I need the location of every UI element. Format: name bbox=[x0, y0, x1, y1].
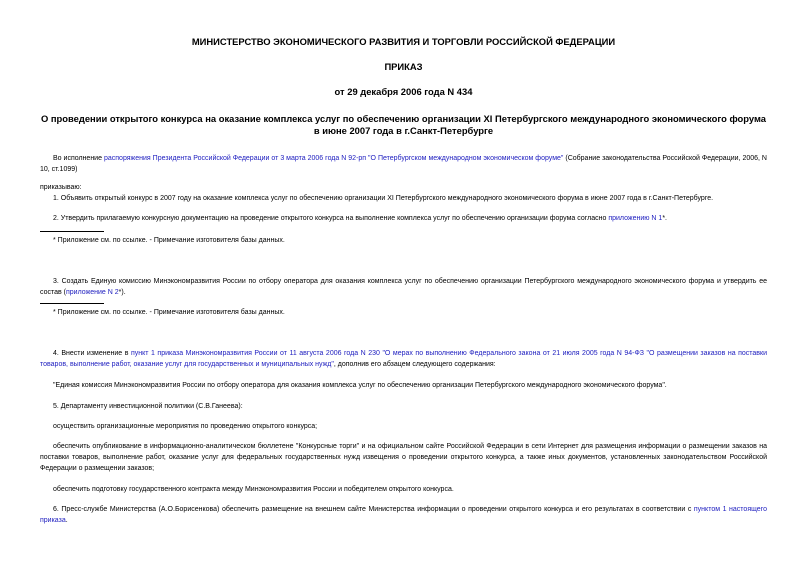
footnote-2: * Приложение см. по ссылке. - Примечание изготовителя базы данных. bbox=[53, 309, 285, 316]
appendix-1-link[interactable]: приложению N 1 bbox=[608, 215, 663, 222]
item-5-a: осуществить организационные мероприятия по проведению открытого конкурса; bbox=[53, 423, 318, 430]
item-4-quote: "Единая комиссия Минэкономразвития России по отбору оператора для оказания комплекса услуг по обеспечению организации Петербургского международного экономического форума". bbox=[53, 382, 667, 389]
footnote-1: * Приложение см. по ссылке. - Примечание изготовителя базы данных. bbox=[53, 237, 285, 244]
document-date-number: от 29 декабря 2006 года N 434 bbox=[334, 86, 473, 97]
clause-1-link[interactable]: пунктом 1 настоящего приказа bbox=[40, 506, 767, 524]
item-5-b: обеспечить опубликование в информационно-аналитическом бюллетене "Конкурсные торги" и на официальном сайте Российской Федерации в сети Интернет для размещения информации о размещении заказов на поставки товаров, выполнение работ, оказание услуг для федеральных государственных нужд извещения о проведении открытого конкурса, а также иных документов, установленных законодательством Российской Федерации о размещении заказов; bbox=[40, 443, 767, 472]
item-6: 6. Пресс-службе Министерства (А.О.Борисенкова) обеспечить размещение на внешнем сайте Министерства информации о проведении открытого конкурса и его результатах в соответствии с пунктом 1 настоящего приказа. bbox=[40, 506, 767, 524]
item-3: 3. Создать Единую комиссию Минэкономразвития России по отбору оператора для оказания комплекса услуг по обеспечению организации Петербургского международного экономического форума и утвердить ее состав (приложение N 2*). bbox=[40, 278, 767, 296]
item-5-c: обеспечить подготовку государственного контракта между Минэкономразвития России и победителем открытого конкурса. bbox=[53, 486, 454, 493]
presidential-order-link[interactable]: распоряжения Президента Российской Федерации от 3 марта 2006 года N 92-рп "О Петербургском международном экономическом форуме" bbox=[103, 155, 564, 162]
order-word: приказываю: bbox=[40, 184, 82, 191]
document-title: О проведении открытого конкурса на оказание комплекса услуг по обеспечению организации XI Петербургского международного экономического форума в июне 2007 года в г.Санкт-Петербурге bbox=[41, 113, 766, 136]
item-5: 5. Департаменту инвестиционной политики (С.В.Ганеева): bbox=[53, 403, 243, 410]
ministry-name: МИНИСТЕРСТВО ЭКОНОМИЧЕСКОГО РАЗВИТИЯ И ТОРГОВЛИ РОССИЙСКОЙ ФЕДЕРАЦИИ bbox=[191, 36, 616, 47]
footnote-divider bbox=[40, 231, 104, 232]
intro-paragraph: Во исполнение распоряжения Президента Российской Федерации от 3 марта 2006 года N 92-рп "О Петербургском международном экономическом форуме" (Собрание законодательства Российской Федерации, 2006, N 10, ст.1099) bbox=[40, 155, 767, 173]
item-1: 1. Объявить открытый конкурс в 2007 году на оказание комплекса услуг по обеспечению организации XI Петербургского международного экономического форума в июне 2007 года в г.Санкт-Петербурге. bbox=[53, 195, 714, 202]
appendix-2-link[interactable]: приложение N 2 bbox=[66, 289, 119, 296]
document-type: ПРИКАЗ bbox=[384, 61, 423, 72]
order-230-link[interactable]: пункт 1 приказа Минэкономразвития России от 11 августа 2006 года N 230 "О мерах по выполнению Федерального закона от 21 июля 2005 года N 94-ФЗ "О размещении заказов на поставки товаров, выполнение работ, оказание услуг для государственных и муниципальных нужд" bbox=[40, 350, 768, 368]
item-2: 2. Утвердить прилагаемую конкурсную документацию на проведение открытого конкурса на выполнение комплекса услуг по обеспечению организации форума согласно приложению N 1*. bbox=[53, 215, 667, 222]
item-4: 4. Внести изменение в пункт 1 приказа Минэкономразвития России от 11 августа 2006 года N 230 "О мерах по выполнению Федерального закона от 21 июля 2005 года N 94-ФЗ "О размещении заказов на поставки товаров, выполнение работ, оказание услуг для государственных и муниципальных нужд", дополнив его абзацем следующего содержания: bbox=[40, 350, 768, 368]
footnote-divider bbox=[40, 303, 104, 304]
